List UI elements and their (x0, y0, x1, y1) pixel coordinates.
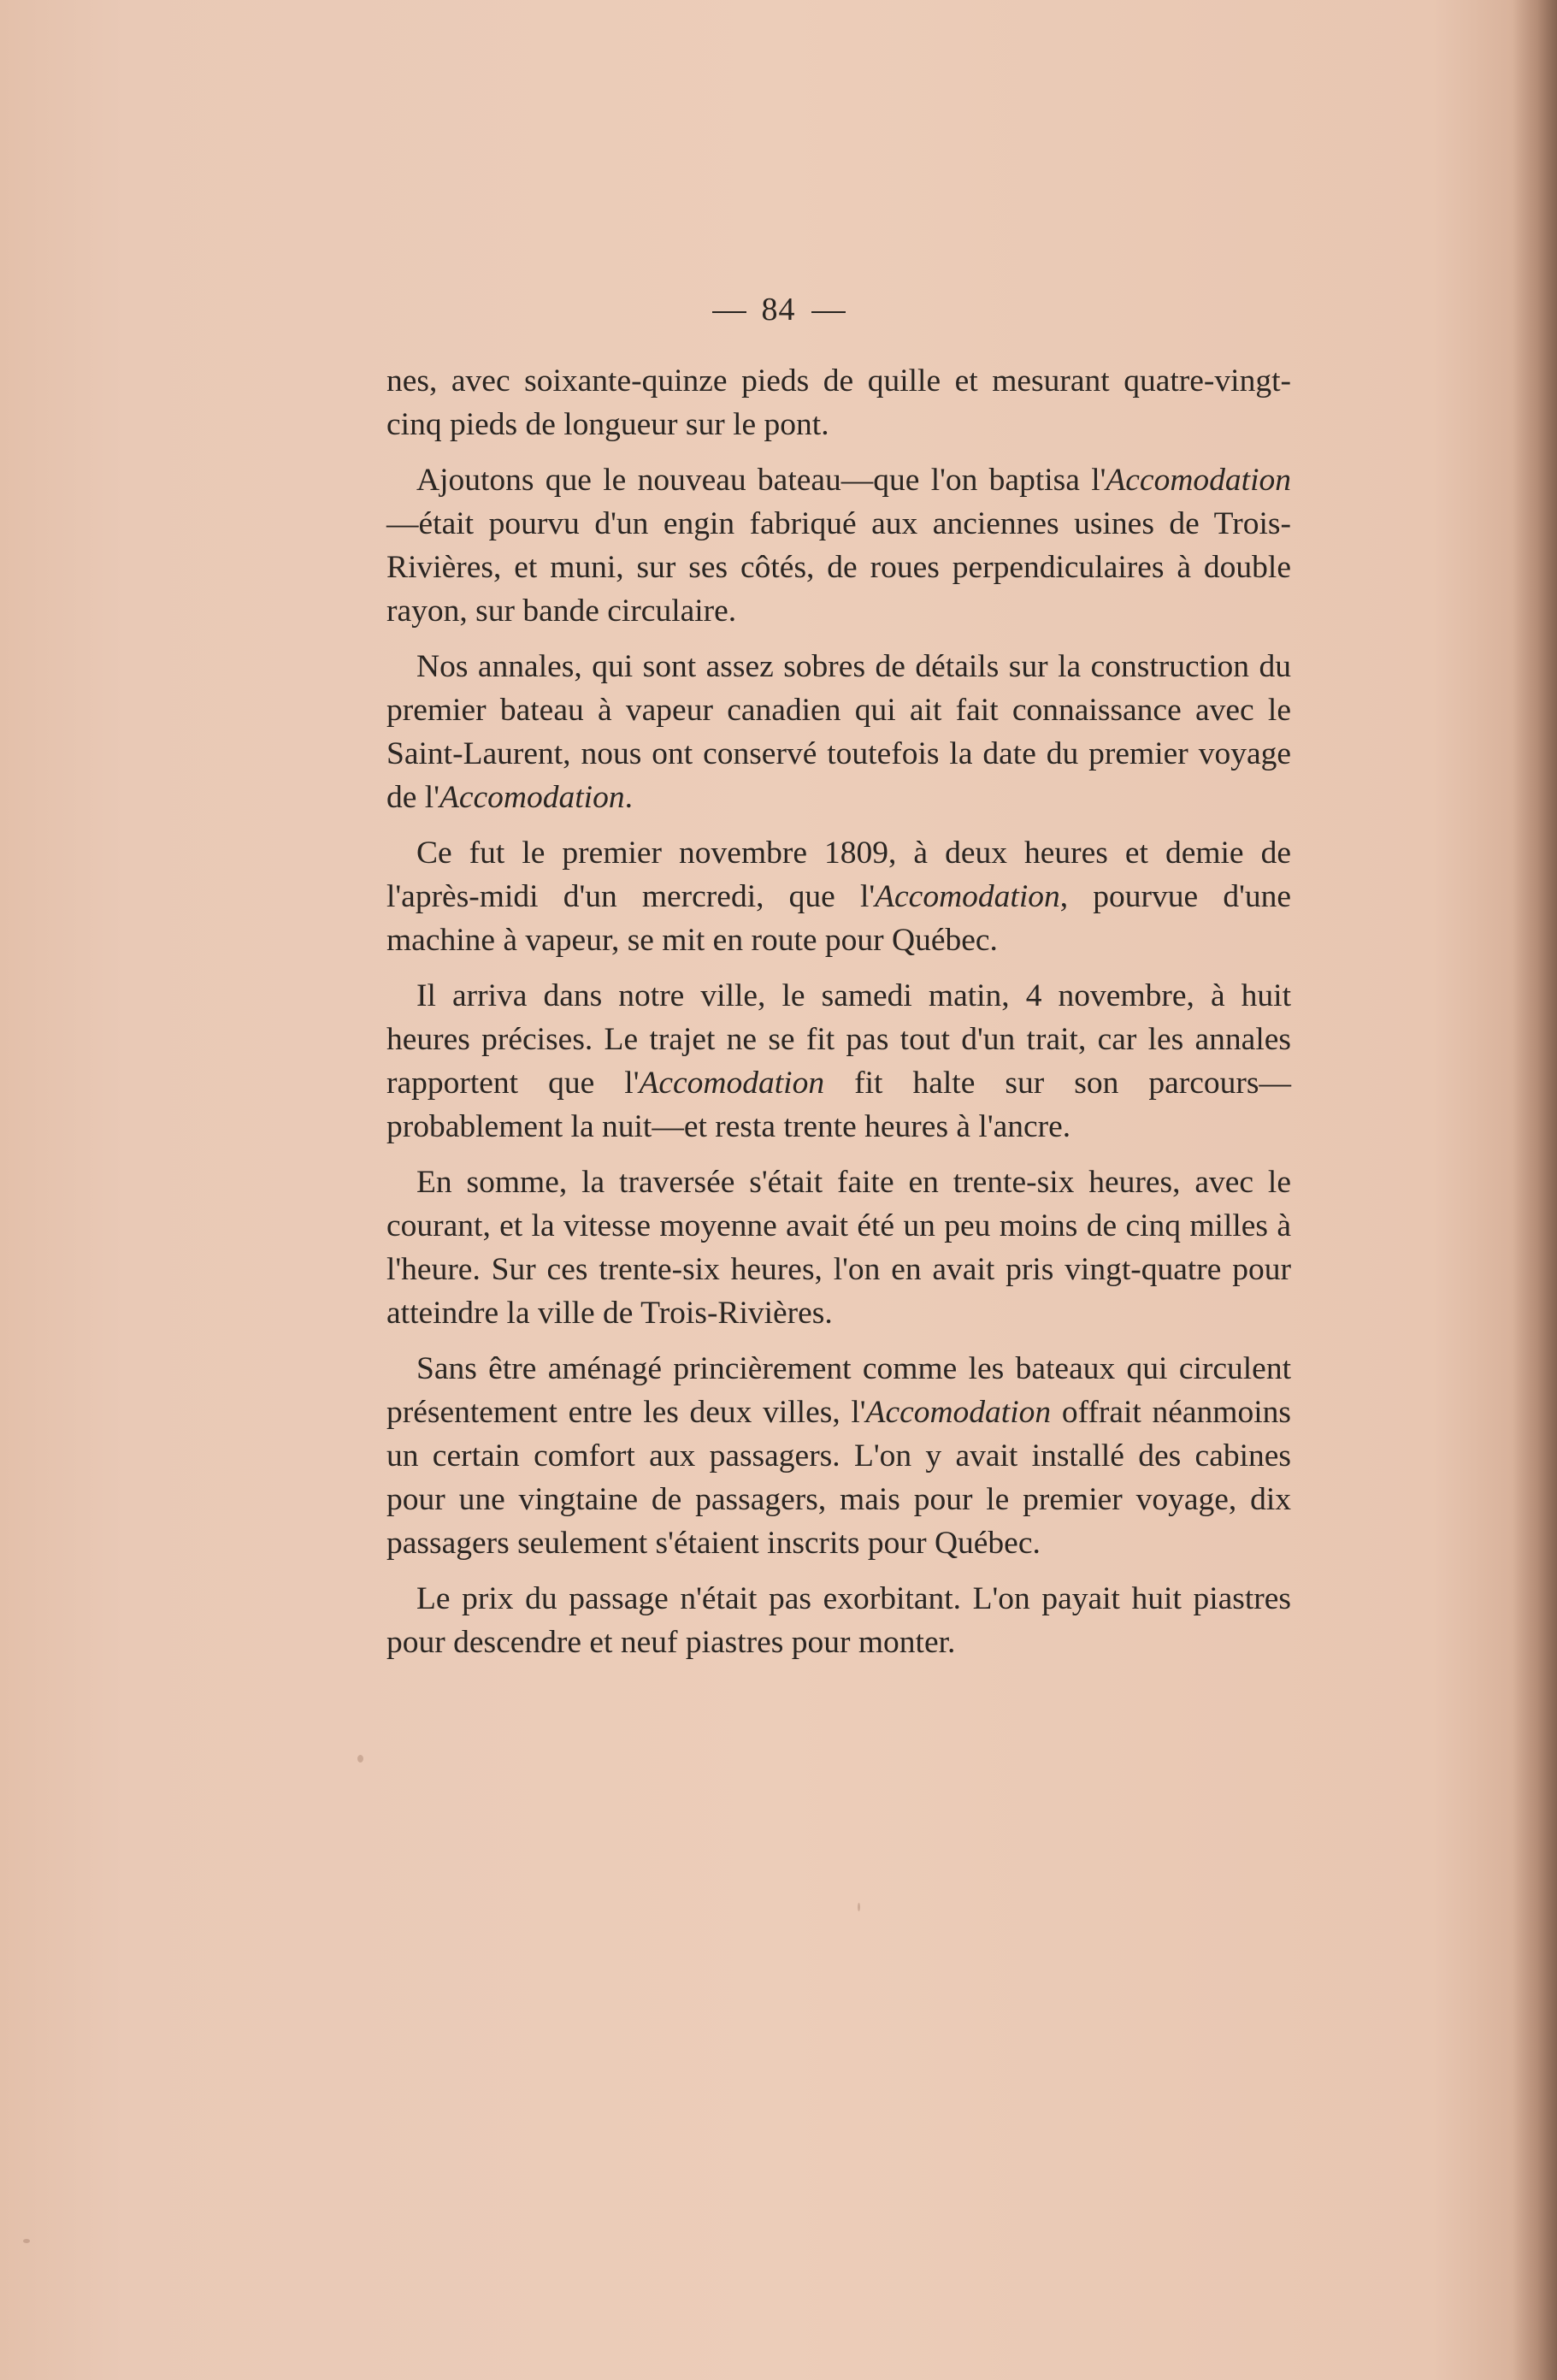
paragraph: Il arriva dans notre ville, le samedi matin, 4 novembre, à huit heures précises. Le trajet ne se fit pas tout d'un trait, car les annales rapportent que l'Accomodation fit halte sur son parcours—probablement la nuit—et resta trente heures à l'ancre. (386, 978, 1291, 1144)
paragraph: Nos annales, qui sont assez sobres de détails sur la construction du premier bateau à vapeur canadien qui ait fait connaissance avec le Saint-Laurent, nous ont conservé toutefois la date du premier voyage de l'Accomodation. (386, 649, 1291, 815)
paragraph: nes, avec soixante-quinze pieds de quille et mesurant quatre-vingt-cinq pieds de longueur sur le pont. (386, 363, 1291, 442)
paper-speck (858, 1903, 860, 1911)
paragraph: Ajoutons que le nouveau bateau—que l'on baptisa l'Accomodation—était pourvu d'un engin fabriqué aux anciennes usines de Trois-Rivières, et muni, sur ses côtés, de roues perpendiculaires à double rayon, sur bande circulaire. (386, 463, 1291, 629)
ship-name: Accomodation (1106, 463, 1291, 498)
page-number-dash-right (811, 311, 846, 313)
body-text (386, 359, 1291, 1676)
page-binding-edge (1513, 0, 1557, 2380)
paragraph: Le prix du passage n'était pas exorbitant. L'on payait huit piastres pour descendre et neuf piastres pour monter. (386, 1581, 1291, 1660)
ship-name: Accomodation (875, 879, 1060, 914)
page-number-text: 84 (761, 292, 796, 328)
paragraph: Ce fut le premier novembre 1809, à deux heures et demie de l'après-midi d'un mercredi, que l'Accomodation, pourvue d'une machine à vapeur, se mit en route pour Québec. (386, 836, 1291, 958)
paper-speck (23, 2239, 30, 2243)
page-number (0, 291, 1557, 328)
ship-name: Accomodation (639, 1066, 825, 1101)
paragraph: En somme, la traversée s'était faite en trente-six heures, avec le courant, et la vitesse moyenne avait été un peu moins de cinq milles à l'heure. Sur ces trente-six heures, l'on en avait pris vingt-quatre pour atteindre la ville de Trois-Rivières. (386, 1165, 1291, 1331)
paper-speck (357, 1755, 363, 1763)
ship-name: Accomodation (439, 780, 625, 815)
paragraph: Sans être aménagé princièrement comme les bateaux qui circulent présentement entre les deux villes, l'Accomodation offrait néanmoins un certain comfort aux passagers. L'on y avait installé des cabines pour une vingtaine de passagers, mais pour le premier voyage, dix passagers seulement s'étaient inscrits pour Québec. (386, 1351, 1291, 1561)
ship-name: Accomodation (865, 1395, 1052, 1430)
page-number-dash-left (712, 311, 746, 313)
